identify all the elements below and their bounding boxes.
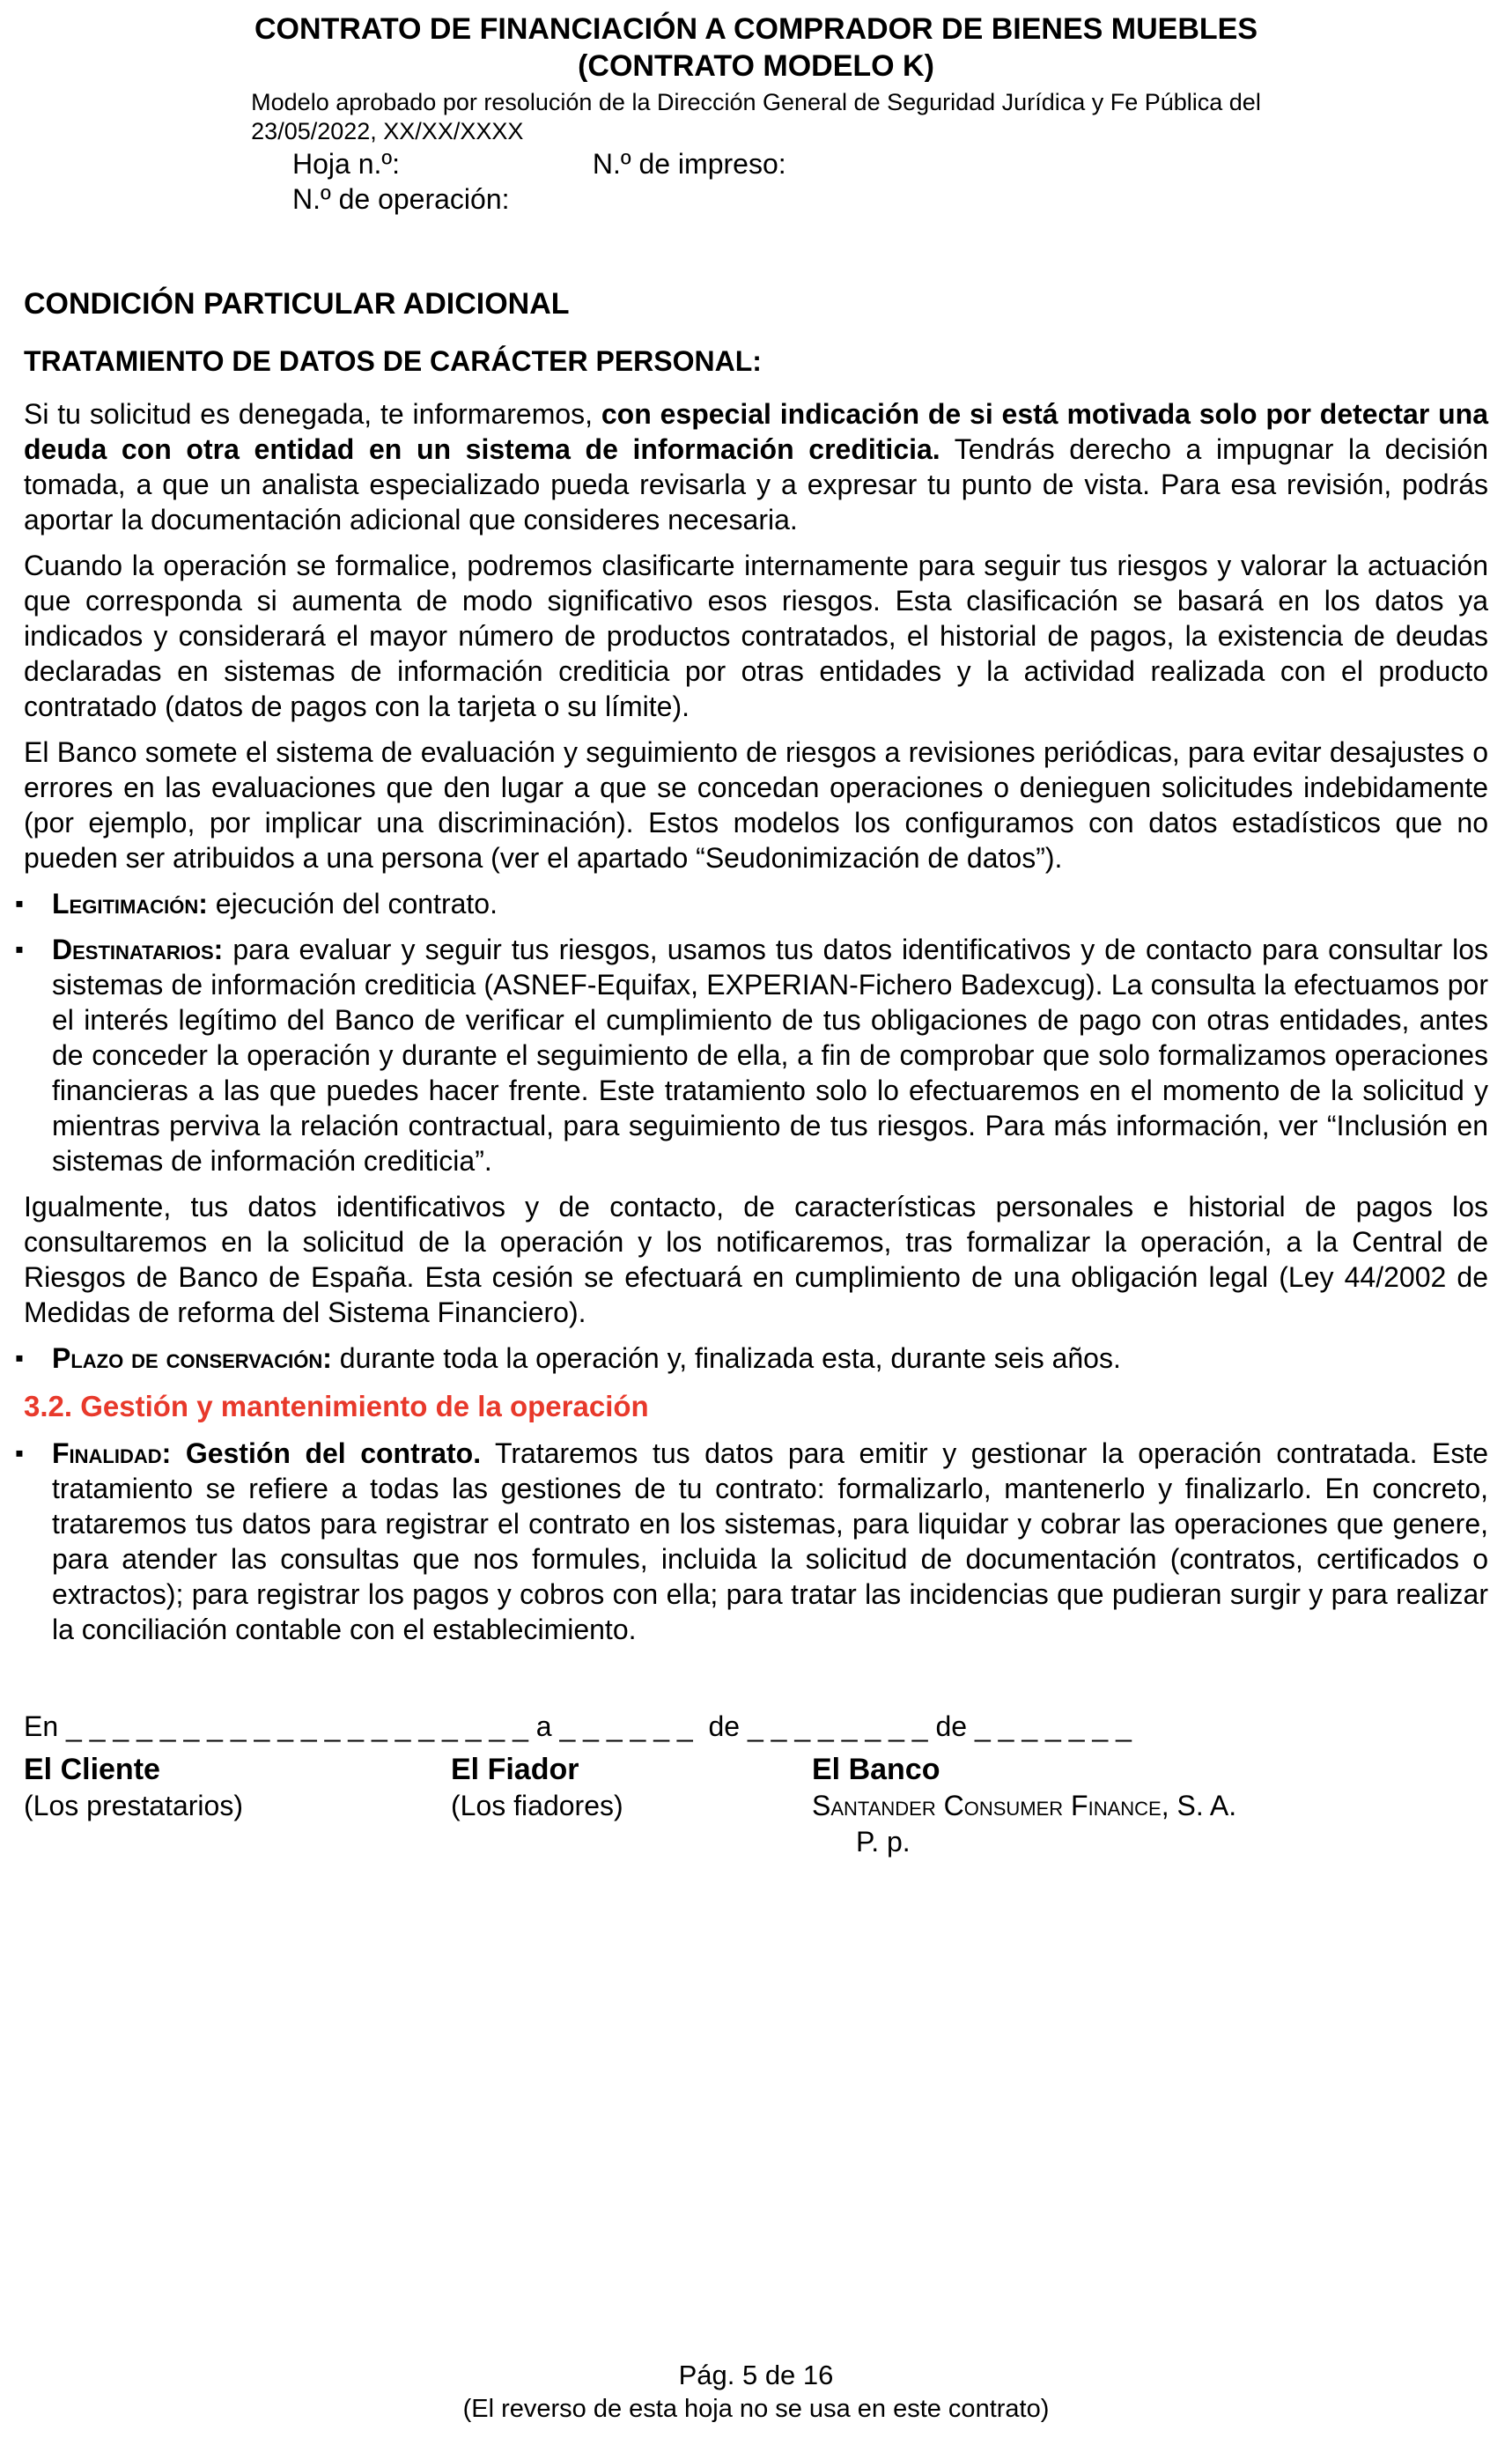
paragraph-solicitud-denegada-bold: con especial indicación de si está motivada solo por detectar una deuda con otra entidad en un sistema de información crediticia. (24, 398, 1489, 465)
bullet-square-icon: ▪ (15, 890, 24, 917)
paragraph-revisiones: El Banco somete el sistema de evaluación y seguimiento de riesgos a revisiones periódicas, para evitar desajustes o errores en las evaluaciones que den lugar a que se concedan operaciones o denieguen solicitudes indebidamente (por ejemplo, por implicar una discriminación). Estos modelos los configuramos con datos estadísticos que no pueden ser atribuidos a una persona (ver el apartado “Seudonimización de datos”). (24, 736, 1488, 874)
paragraph-solicitud-denegada-intro: Si tu solicitud es denegada, te informaremos, (24, 398, 601, 430)
bullet-square-icon: ▪ (15, 935, 24, 963)
document-title-line1: CONTRATO DE FINANCIACIÓN A COMPRADOR DE BIENES MUEBLES (254, 12, 1258, 46)
signature-bank-column (812, 1751, 1488, 1860)
bullet-plazo-conservacion (15, 1341, 1488, 1376)
bullet-square-icon: ▪ (15, 1439, 24, 1466)
print-number-label: N.º de impreso: (592, 148, 786, 180)
paragraph-solicitud-denegada-rest: Tendrás derecho a impugnar la decisión tomada, a que un analista especializado pueda revisarla y a expresar tu punto de vista. Para esa revisión, podrás aportar la documentación adicional que consideres necesaria. (24, 433, 1489, 536)
sheet-number-row (292, 146, 1488, 181)
destinatarios-text: para evaluar y seguir tus riesgos, usamos tus datos identificativos y de contacto para consultar los sistemas de información crediticia (ASNEF-Equifax, EXPERIAN-Fichero Badexcug). La consulta la efectuamos por el interés legítimo del Banco de verificar el cumplimiento de tus obligaciones de pago con otras entidades, antes de conceder la operación y durante el seguimiento de ella, a fin de comprobar que solo formalizamos operaciones financieras a las que puedes hacer frente. Este tratamiento solo lo efectuaremos en el momento de la solicitud y mientras perviva la relación contractual, para seguimiento de tus riesgos. Para más información, ver “Inclusión en sistemas de información crediticia”. (52, 934, 1488, 1177)
document-title-line2: (CONTRATO MODELO K) (578, 49, 934, 83)
signature-client-column (24, 1751, 451, 1860)
legitimacion-text: ejecución del contrato. (207, 888, 498, 920)
guarantor-subtitle: (Los fiadores) (451, 1790, 623, 1821)
approval-note-line1: Modelo aprobado por resolución de la Dirección General de Seguridad Jurídica y Fe Pública del (251, 89, 1261, 115)
approval-note-line2: 23/05/2022, XX/XX/XXXX (251, 118, 524, 144)
client-subtitle: (Los prestatarios) (24, 1790, 243, 1821)
bullet-destinatarios (15, 932, 1488, 1178)
guarantor-title: El Fiador (451, 1753, 579, 1786)
plazo-text: durante toda la operación y, finalizada esta, durante seis años. (331, 1342, 1121, 1374)
signature-date-line: En _ _ _ _ _ _ _ _ _ _ _ _ _ _ _ _ _ _ _ _ a _ _ _ _ _ _ de _ _ _ _ _ _ _ _ de _ _ _ _ _ _ _ (24, 1710, 1132, 1742)
page-footer (0, 2358, 1512, 2426)
bank-name: Santander Consumer Finance, S. A. (812, 1790, 1237, 1821)
finalidad-text: Trataremos tus datos para emitir y gestionar la operación contratada. Este tratamiento se refiere a todas las gestiones de tu contrato: formalizarlo, mantenerlo y finalizarlo. En concreto, trataremos tus datos para registrar el contrato en los sistemas, para liquidar y cobrar las operaciones que genere, para atender las consultas que nos formules, incluida la solicitud de documentación (contratos, certificados o extractos); para registrar los pagos y cobros con ella; para tratar las incidencias que pudieran surgir y para realizar la conciliación contable con el establecimiento. (52, 1437, 1489, 1645)
operation-number-row (292, 181, 1488, 217)
bank-title: El Banco (812, 1753, 940, 1786)
bullet-finalidad (15, 1436, 1489, 1647)
signature-columns (24, 1751, 1488, 1860)
operation-number-label: N.º de operación: (292, 183, 510, 215)
sheet-number-label: Hoja n.º: (292, 148, 400, 180)
plazo-label: Plazo de conservación: (52, 1342, 332, 1374)
paragraph-igualmente: Igualmente, tus datos identificativos y de contacto, de características personales e historial de pagos los consultaremos en la solicitud de la operación y los notificaremos, tras formalizar la operación, a la Central de Riesgos de Banco de España. Esta cesión se efectuará en cumplimiento de una obligación legal (Ley 44/2002 de Medidas de reforma del Sistema Financiero). (24, 1191, 1488, 1328)
legitimacion-label: Legitimación: (52, 888, 208, 920)
destinatarios-label: Destinatarios: (52, 934, 224, 965)
finalidad-bold: Gestión del contrato. (171, 1437, 482, 1469)
approval-note (251, 88, 1261, 146)
section-heading: CONDICIÓN PARTICULAR ADICIONAL (24, 287, 570, 321)
paragraph-solicitud-denegada (24, 396, 1488, 537)
paragraph-clasificacion: Cuando la operación se formalice, podremos clasificarte internamente para seguir tus riesgos y valorar la actuación que corresponda si aumenta de modo significativo esos riesgos. Esta clasificación se basará en los datos ya indicados y considerará el mayor número de productos contratados, el historial de pagos, la existencia de deudas declaradas en sistemas de información crediticia por otras entidades y la actividad realizada con el producto contratado (datos de pagos con la tarjeta o su límite). (24, 550, 1488, 722)
section-subheading: TRATAMIENTO DE DATOS DE CARÁCTER PERSONAL: (24, 345, 762, 377)
footer-note: (El reverso de esta hoja no se usa en este contrato) (462, 2395, 1050, 2423)
page-number: Pág. 5 de 16 (678, 2360, 834, 2390)
client-title: El Cliente (24, 1753, 160, 1786)
bullet-square-icon: ▪ (15, 1344, 24, 1371)
heading-gestion-mantenimiento: 3.2. Gestión y mantenimiento de la operación (24, 1390, 649, 1422)
bullet-legitimacion (15, 886, 1488, 921)
signature-guarantor-column (451, 1751, 812, 1860)
bank-pp: P. p. (856, 1826, 911, 1858)
finalidad-label: Finalidad: (52, 1437, 172, 1469)
